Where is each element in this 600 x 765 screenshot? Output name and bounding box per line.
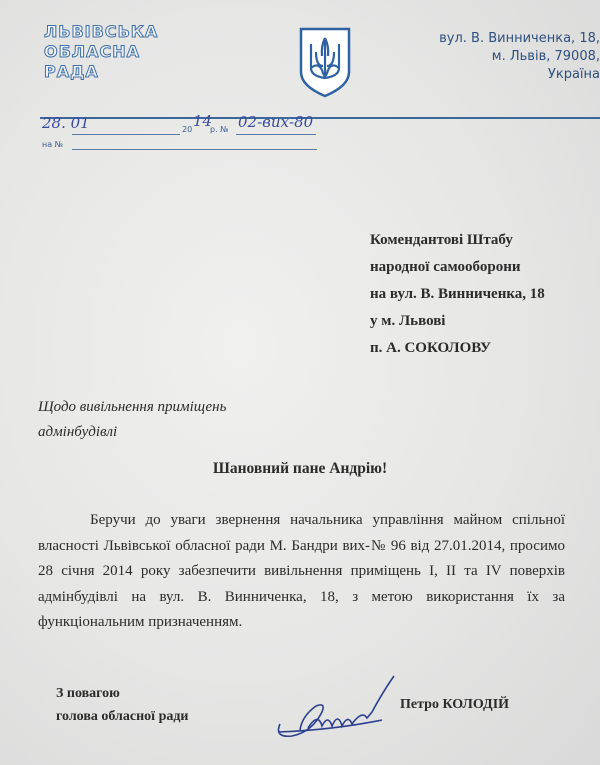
header-divider <box>40 117 600 119</box>
recipient-line: у м. Львові <box>370 313 446 329</box>
date-handwritten: 28. 01 <box>42 114 90 132</box>
address-country: Україна <box>547 67 600 82</box>
address-city: м. Львів, 79008, <box>491 49 600 64</box>
signer-name: Петро КОЛОДІЙ <box>400 697 510 712</box>
outgoing-number-handwritten: 02-вих-80 <box>238 113 314 131</box>
year-prefix: 20 <box>182 125 193 134</box>
reference-label: на № <box>42 140 63 149</box>
org-line-2: ОБЛАСНА <box>44 42 140 61</box>
org-line-3: РАДА <box>44 62 99 81</box>
address-street: вул. В. Винниченка, 18, <box>439 31 600 46</box>
handwritten-signature <box>272 672 402 749</box>
subject-line: Щодо вивільнення приміщень <box>38 399 227 415</box>
number-label: р. № <box>210 125 229 134</box>
reference-underline <box>72 148 317 150</box>
number-underline <box>236 133 316 135</box>
signer-position: голова обласної ради <box>56 709 189 724</box>
letterhead-address <box>439 30 600 84</box>
greeting: Шановний пане Андрію! <box>212 460 388 477</box>
subject-block <box>38 395 226 445</box>
letter-body: Беручи до уваги звернення начальника управління майном спільної власності Львівської обласної ради М. Бандри вих-№ 96 від 27.01.2014, просимо 28 січня 2014 року забезпечити вивільнення приміщень I, II та IV поверхів адмінбудівлі на вул. В. Винниченка, 18, з метою використання їх за функціональним призначенням. <box>38 512 565 630</box>
subject-line: адмінбудівлі <box>38 424 118 440</box>
year-handwritten: 14 <box>193 112 213 130</box>
trident-coat-of-arms-icon <box>298 26 352 103</box>
date-underline <box>72 133 180 135</box>
signature-position-block <box>38 682 189 728</box>
recipient-line: народної самооборони <box>370 259 521 275</box>
recipient-name: п. А. СОКОЛОВУ <box>370 340 492 356</box>
org-line-1: ЛЬВІВСЬКА <box>44 22 159 41</box>
recipient-line: Комендантові Штабу <box>370 232 513 248</box>
closing-phrase: З повагою <box>56 686 120 701</box>
organization-logo-text <box>44 22 158 82</box>
recipient-line: на вул. В. Винниченка, 18 <box>370 286 545 302</box>
recipient-block <box>370 227 545 362</box>
